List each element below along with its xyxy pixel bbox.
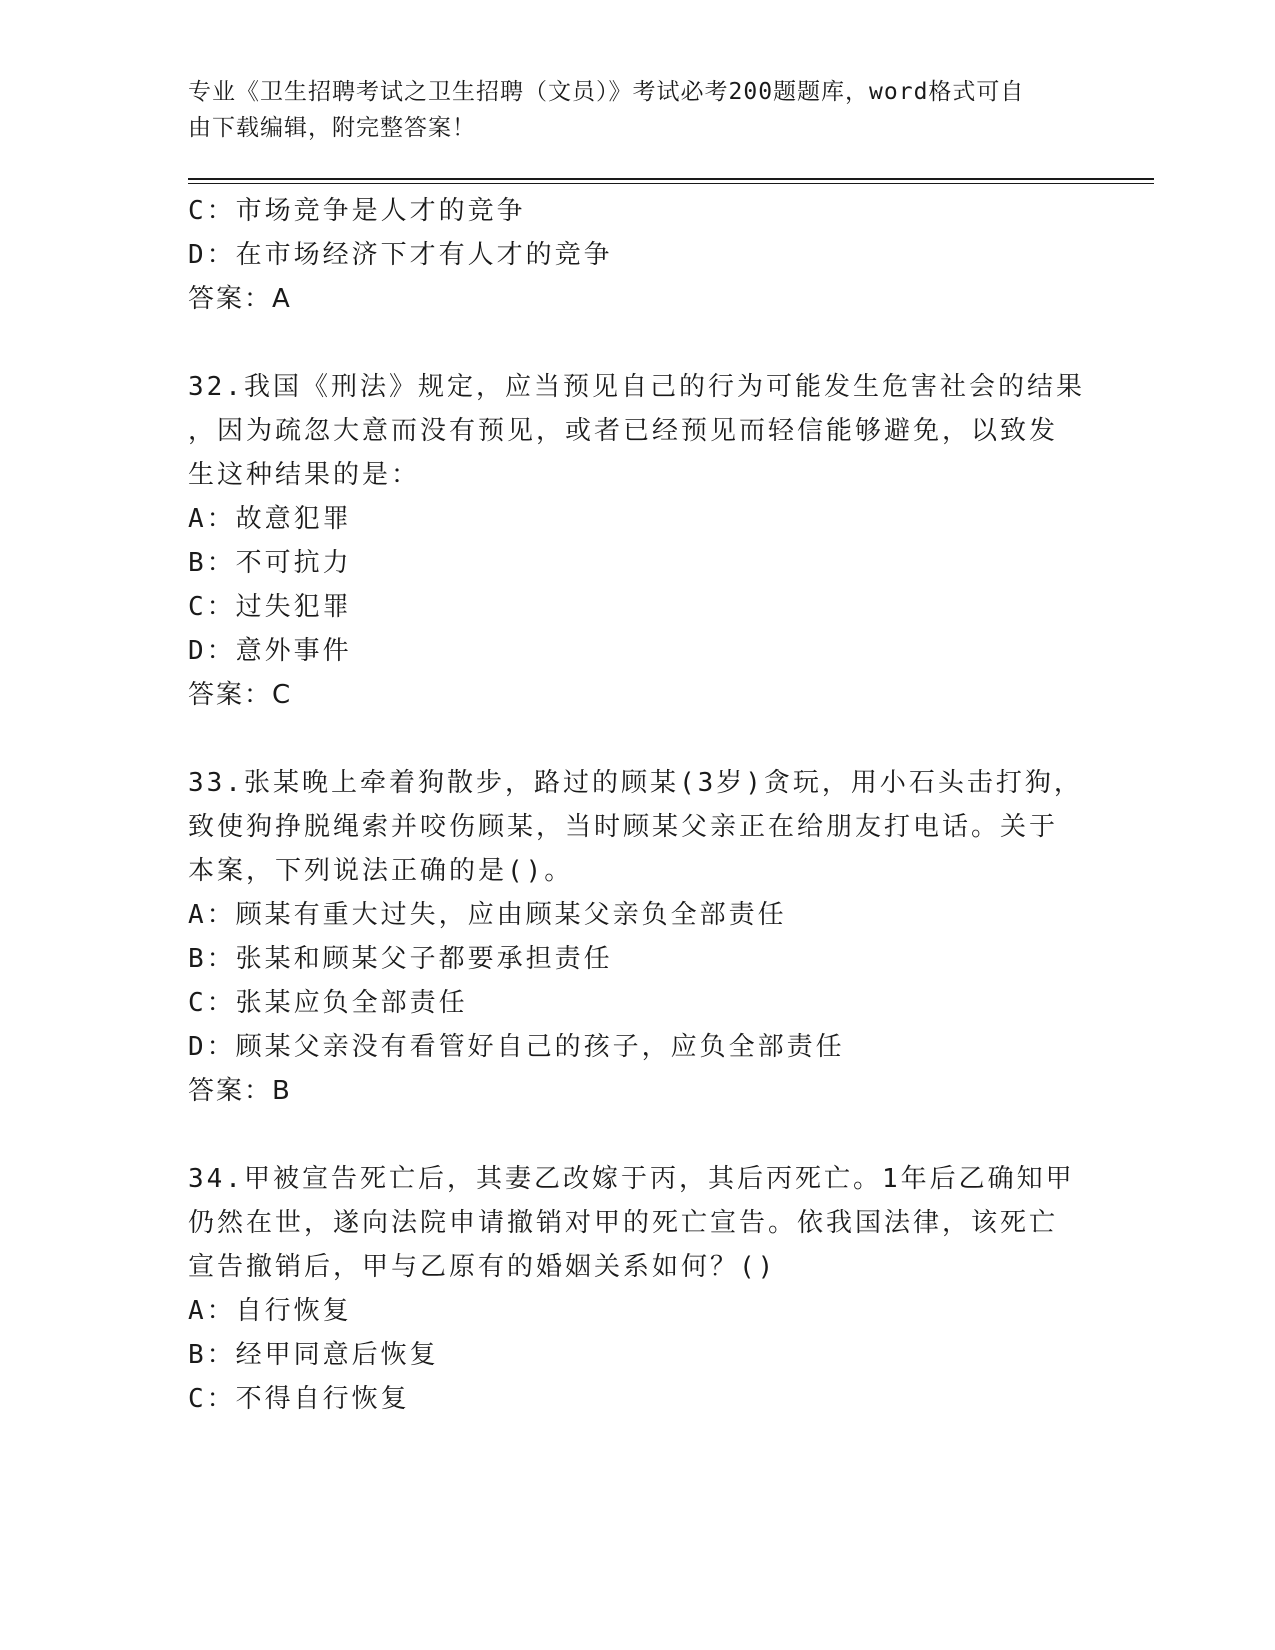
q32-option-a: A：故意犯罪 [188,504,352,534]
q32-answer: 答案：C [188,680,293,710]
q33-answer: 答案：B [188,1076,292,1106]
q33-option-c: C：张某应负全部责任 [188,988,468,1018]
q32-stem-line-1: 32.我国《刑法》规定，应当预见自己的行为可能发生危害社会的结果 [188,372,1085,402]
q33-stem-line-2: 致使狗挣脱绳索并咬伤顾某，当时顾某父亲正在给朋友打电话。关于 [188,812,1059,842]
q32-option-c: C：过失犯罪 [188,592,352,622]
header-divider-thin [188,183,1154,184]
q33-stem-line-1: 33.张某晚上牵着狗散步，路过的顾某(3岁)贪玩，用小石头击打狗， [188,768,1083,798]
q32-stem-line-2: ，因为疏忽大意而没有预见，或者已经预见而轻信能够避免，以致发 [188,416,1059,446]
q34-stem-line-1: 34.甲被宣告死亡后，其妻乙改嫁于丙，其后丙死亡。1年后乙确知甲 [188,1164,1075,1194]
q33-option-d: D：顾某父亲没有看管好自己的孩子，应负全部责任 [188,1032,845,1062]
header-line-2: 由下载编辑，附完整答案！ [188,115,476,141]
document-header [188,74,1088,146]
q31-option-c: C：市场竞争是人才的竞争 [188,196,526,226]
q33-option-a: A：顾某有重大过失，应由顾某父亲负全部责任 [188,900,787,930]
q34-stem-line-2: 仍然在世，遂向法院申请撤销对甲的死亡宣告。依我国法律，该死亡 [188,1208,1059,1238]
q32-option-b: B：不可抗力 [188,548,352,578]
header-line-1: 专业《卫生招聘考试之卫生招聘（文员）》考试必考200题题库，word格式可自 [188,79,1025,105]
q32-option-d: D：意外事件 [188,636,352,666]
q34-option-b: B：经甲同意后恢复 [188,1340,439,1370]
q34-option-c: C：不得自行恢复 [188,1384,410,1414]
q34-stem-line-3: 宣告撤销后，甲与乙原有的婚姻关系如何？() [188,1252,777,1282]
q32-stem-line-3: 生这种结果的是： [188,460,421,490]
header-divider-thick [188,178,1154,180]
q31-option-d: D：在市场经济下才有人才的竞争 [188,240,613,270]
q34-option-a: A：自行恢复 [188,1296,352,1326]
q31-answer: 答案：A [188,284,292,314]
q33-stem-line-3: 本案，下列说法正确的是()。 [188,856,574,886]
q33-option-b: B：张某和顾某父子都要承担责任 [188,944,613,974]
